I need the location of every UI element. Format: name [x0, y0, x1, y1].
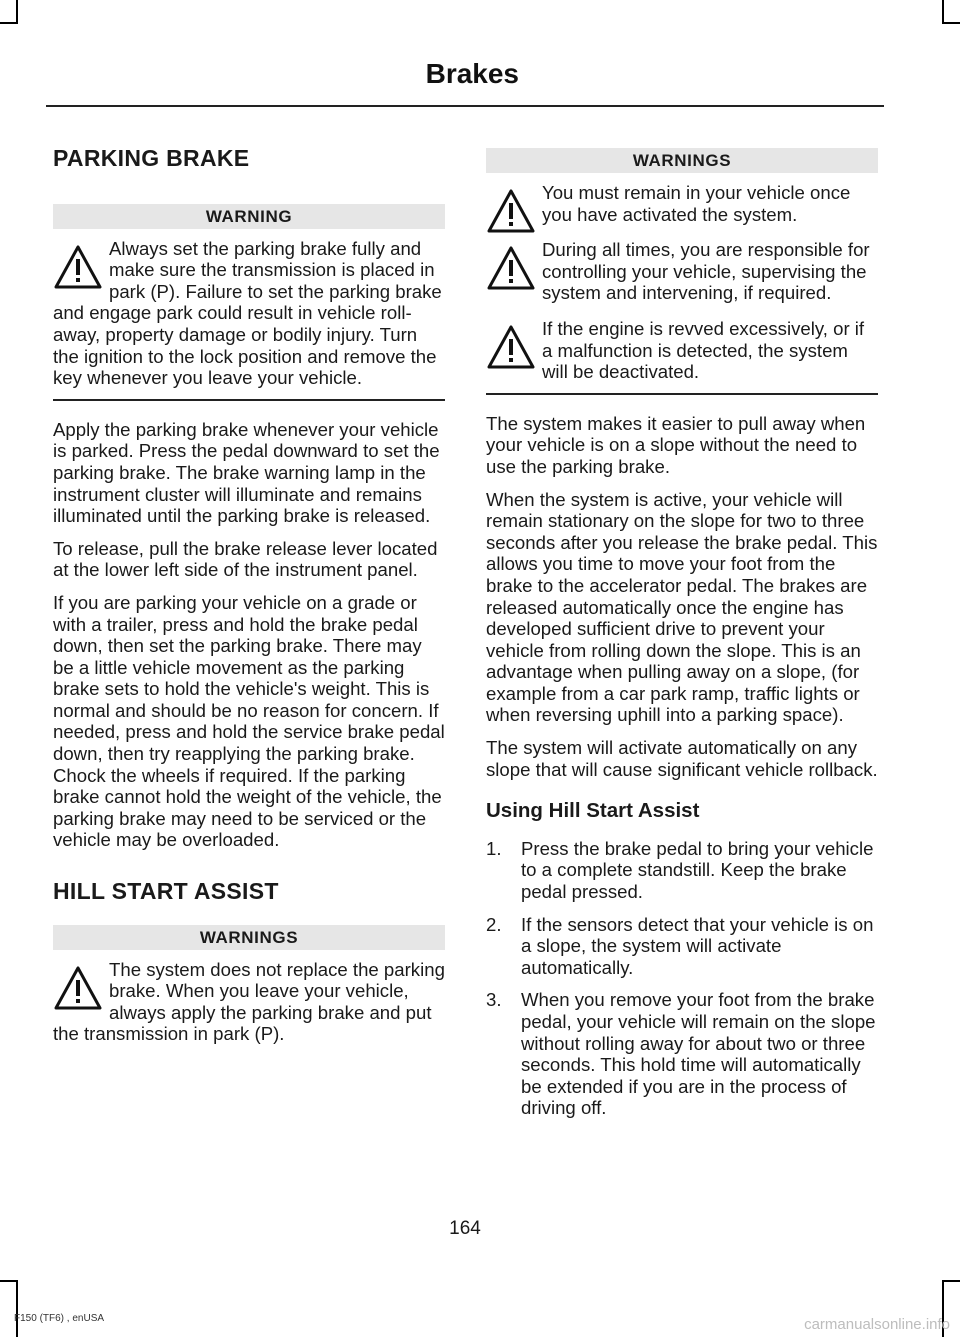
warnings-header: WARNINGS	[53, 925, 445, 950]
warning-text: You must remain in your vehicle once you have activated the system.	[542, 182, 851, 225]
right-column	[486, 148, 878, 1130]
body-paragraph: To release, pull the brake release lever located at the lower left side of the instrument panel.	[53, 537, 438, 581]
section-title-hill-start-assist: HILL START ASSIST	[53, 878, 279, 905]
warning-triangle-icon	[53, 244, 103, 290]
crop-mark	[0, 1280, 18, 1282]
crop-mark	[942, 1280, 960, 1282]
warning-text: During all times, you are responsible for controlling your vehicle, supervising the system and intervening, if required.	[542, 239, 870, 304]
step-text: When you remove your foot from the brake pedal, your vehicle will remain on the slope without rolling away for about two or three seconds. This hold time will automatically be extended if you are in the process of driving off.	[521, 989, 876, 1119]
warning-text: The system does not replace the parking brake. When you leave your vehicle, always apply the parking brake and put the transmission in park (P).	[53, 958, 445, 1045]
list-item	[486, 838, 878, 903]
body-paragraph: When the system is active, your vehicle will remain stationary on the slope for two to three seconds after you release the brake pedal. This allows you time to move your foot from the brake to the accelerator pedal. The brakes are released automatically once the engine has developed sufficient drive to prevent your vehicle from rolling down the slope. This is an advantage when pulling away on a slope, (for example from a car park ramp, traffic lights or when reversing uphill into a parking space).	[486, 488, 878, 726]
step-number: 2.	[486, 913, 502, 935]
body-paragraph: Apply the parking brake whenever your vehicle is parked. Press the pedal downward to set the parking brake. The brake warning lamp in the instrument cluster will illuminate and remains illuminated until the parking brake is released.	[53, 418, 440, 527]
warning-item	[53, 238, 445, 389]
warning-triangle-icon	[53, 965, 103, 1011]
warnings-header: WARNINGS	[486, 148, 878, 173]
warning-item	[53, 959, 445, 1045]
warning-header: WARNING	[53, 204, 445, 229]
step-text: If the sensors detect that your vehicle is on a slope, the system will activate automatically.	[521, 913, 874, 978]
warning-triangle-icon	[486, 324, 536, 370]
warning-triangle-icon	[486, 245, 536, 291]
steps-list	[486, 838, 878, 1119]
subheading-using-hill-start-assist: Using Hill Start Assist	[486, 799, 700, 823]
warning-text: Always set the parking brake fully and make sure the transmission is placed in park (P). Failure to set the parking brake and engage park could result in vehicle roll-away, property damage or bodily injury. Turn the ignition to the lock position and remove the key whenever you leave your vehicle.	[53, 237, 442, 389]
warning-item	[486, 318, 878, 383]
body-paragraph: The system will activate automatically on any slope that will cause significant vehicle rollback.	[486, 737, 878, 780]
warning-item	[486, 182, 878, 225]
step-text: Press the brake pedal to bring your vehicle to a complete standstill. Keep the brake pedal pressed.	[521, 837, 874, 903]
crop-mark	[16, 0, 18, 24]
footer-model-text: F150 (TF6) , enUSA	[14, 1313, 105, 1324]
step-number: 1.	[486, 837, 502, 859]
body-paragraph: The system makes it easier to pull away when your vehicle is on a slope without the need to use the parking brake.	[486, 412, 866, 477]
watermark: carmanualsonline.info	[804, 1316, 950, 1333]
list-item	[486, 914, 878, 979]
list-item	[486, 989, 878, 1119]
warning-item	[486, 239, 878, 304]
crop-mark	[0, 22, 18, 24]
page-number: 164	[449, 1218, 481, 1239]
crop-mark	[16, 1280, 18, 1337]
warning-text: If the engine is revved excessively, or if a malfunction is detected, the system will be deactivated.	[542, 317, 865, 383]
page-header-title: Brakes	[425, 58, 519, 89]
header-divider	[46, 105, 884, 107]
body-paragraph: If you are parking your vehicle on a grade or with a trailer, press and hold the brake pedal down, then set the parking brake. There may be a little vehicle movement as the parking brake sets to hold the vehicle's weight. This is normal and should be no reason for concern. If needed, press and hold the service brake pedal down, then try reapplying the parking brake. Chock the wheels if required. If the parking brake cannot hold the weight of the vehicle, the parking brake may need to be serviced or the vehicle may be overloaded.	[53, 591, 445, 851]
section-title-parking-brake: PARKING BRAKE	[53, 145, 250, 171]
crop-mark	[942, 22, 960, 24]
step-number: 3.	[486, 989, 502, 1011]
left-column	[53, 140, 445, 1045]
warning-triangle-icon	[486, 188, 536, 234]
crop-mark	[942, 0, 944, 24]
